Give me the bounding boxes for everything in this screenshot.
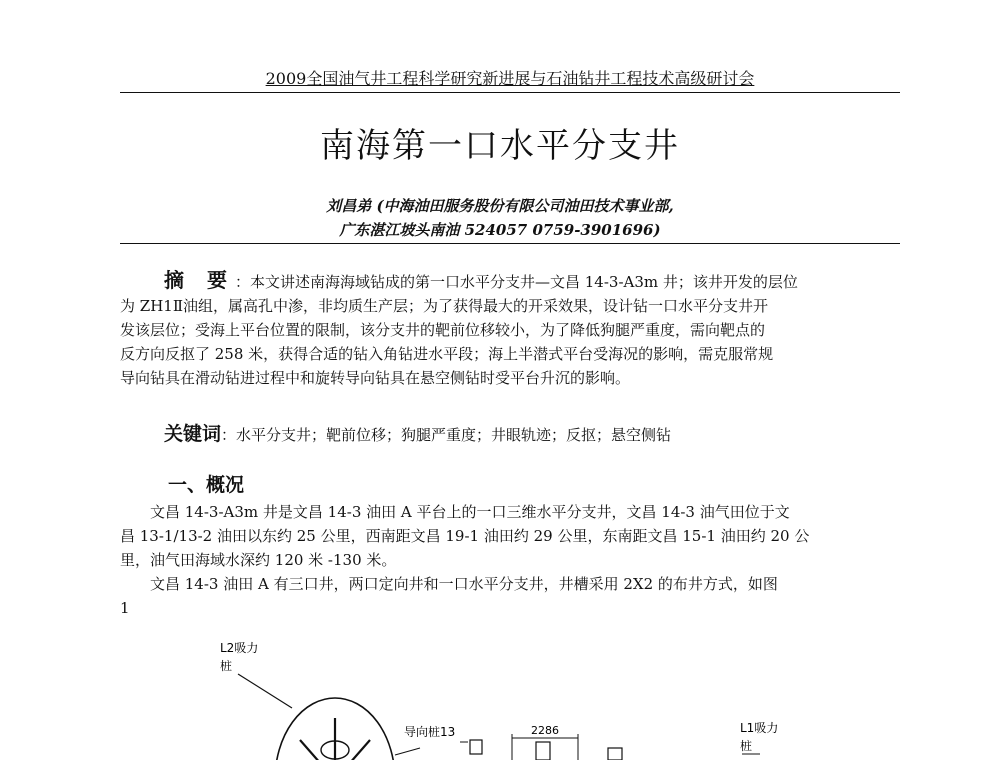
para2-line-2: 1 <box>120 599 130 617</box>
section-body <box>120 500 898 620</box>
abstract-line-4: 反方向反抠了 258 米，获得合适的钻入角钻进水平段；海上半潜式平台受海况的影响，需克服常规 <box>120 345 774 363</box>
figure-1-layout <box>0 630 1000 760</box>
abstract-label: 摘 要 <box>164 268 235 292</box>
slot-box-right <box>608 748 622 760</box>
figure-label-l1: L1吸力 <box>740 721 779 735</box>
abstract-line-2: 为 ZH1Ⅱ油组，属高孔中渗，非均质生产层；为了获得最大的开采效果，设计钻一口水平分支井开 <box>120 297 769 315</box>
pile-spokes <box>292 718 378 760</box>
figure-label-l1b: 桩 <box>740 739 753 753</box>
paper-title: 南海第一口水平分支井 <box>320 126 680 166</box>
figure-label-l2b: 桩 <box>220 659 233 673</box>
conference-header: 2009全国油气井工程科学研究新进展与石油钻井工程技术高级研讨会 <box>265 69 755 88</box>
abstract <box>120 268 898 390</box>
section-heading: 一、概况 <box>168 474 245 496</box>
figure-dimension: 2286 <box>531 724 559 737</box>
figure-leader-l2 <box>238 674 292 708</box>
para2-line-1: 文昌 14-3 油田 A 有三口井，两口定向井和一口水平分支井，井槽采用 2X2 的布井方式，如图 <box>150 575 778 593</box>
keywords <box>120 422 898 447</box>
figure-label-l2: L2吸力 <box>220 641 259 655</box>
para1-line-3: 里，油气田海域水深约 120 米 -130 米。 <box>120 551 397 569</box>
abstract-line-5: 导向钻具在滑动钻进过程中和旋转导向钻具在悬空侧钻时受平台升沉的影响。 <box>120 369 631 387</box>
para1-line-1: 文昌 14-3-A3m 井是文昌 14-3 油田 A 平台上的一口三维水平分支井，文昌 14-3 油气田位于文 <box>150 503 790 521</box>
abstract-line-1: ：本文讲述南海海域钻成的第一口水平分支井—文昌 14-3-A3m 井；该井开发的层位 <box>234 273 798 291</box>
author-rule <box>120 243 900 244</box>
para1-line-2: 昌 13-1/13-2 油田以东约 25 公里，西南距文昌 19-1 油田约 29 公里，东南距文昌 15-1 油田约 20 公 <box>120 527 810 545</box>
keywords-label: 关键词 <box>164 423 222 445</box>
keywords-text: ：水平分支井；靶前位移；狗腿严重度；井眼轨迹；反抠；悬空侧钻 <box>221 426 672 444</box>
abstract-line-3: 发该层位；受海上平台位置的限制，该分支井的靶前位移较小，为了降低狗腿严重度，需向靶点的 <box>120 321 766 339</box>
author-line-2: 广东湛江坡头南油 524057 0759-3901696) <box>339 221 661 239</box>
header-rule <box>120 92 900 93</box>
connector-line <box>395 748 420 755</box>
slot-box <box>536 742 550 760</box>
author-line-1: 刘昌弟 (中海油田服务股份有限公司油田技术事业部, <box>326 197 674 215</box>
guide-pile-box <box>470 740 482 754</box>
figure-label-guide: 导向桩13 <box>404 725 456 739</box>
